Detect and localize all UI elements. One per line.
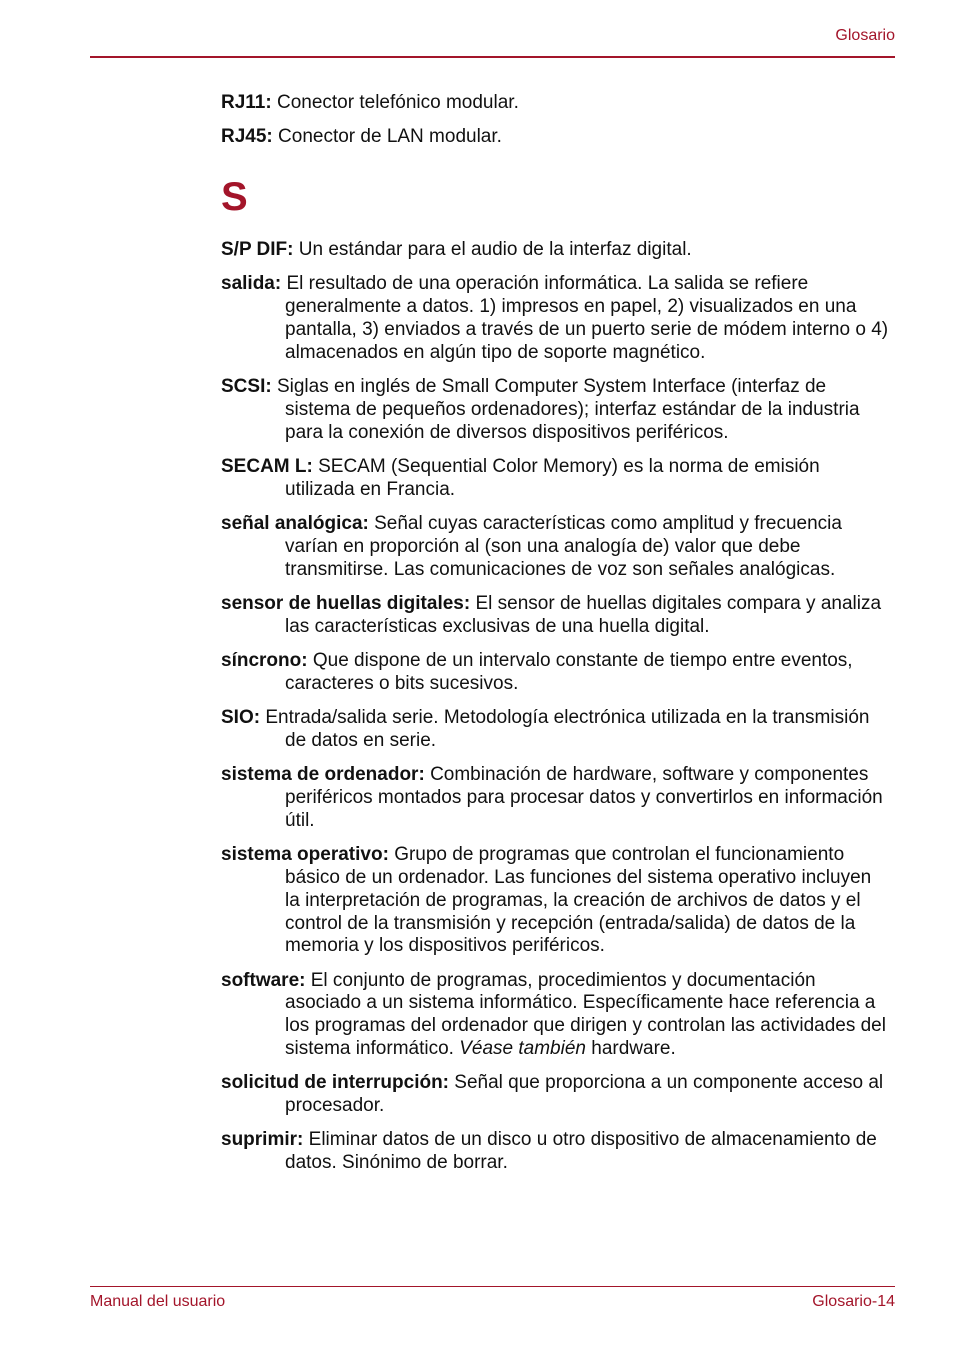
entry-definition: Siglas en inglés de Small Computer System Interface (interfaz de sistema de pequeños ordenadores); interfaz estándar de la industria para la conexión de diversos dispositivos periféricos. bbox=[276, 376, 860, 443]
glossary-entry bbox=[221, 970, 891, 1061]
glossary-entry bbox=[221, 376, 891, 444]
glossary-entry bbox=[221, 92, 891, 115]
see-also-term: hardware. bbox=[591, 1038, 676, 1059]
section-letter: S bbox=[221, 175, 248, 220]
entry-definition: El sensor de huellas digitales compara y analiza las características exclusivas de una huella digital. bbox=[285, 592, 882, 637]
page-footer bbox=[90, 1286, 895, 1310]
glossary-entry bbox=[221, 239, 891, 262]
entry-definition: Combinación de hardware, software y componentes periféricos montados para procesar datos y convertirlos en información útil. bbox=[285, 764, 883, 831]
entry-definition: Entrada/salida serie. Metodología electrónica utilizada en la transmisión de datos en serie. bbox=[265, 707, 870, 751]
entry-definition: Conector telefónico modular. bbox=[276, 92, 519, 113]
entry-term: S/P DIF: bbox=[221, 239, 294, 261]
glossary-entry bbox=[221, 513, 891, 581]
entry-term: suprimir: bbox=[221, 1129, 304, 1151]
entry-definition: Que dispone de un intervalo constante de tiempo entre eventos, caracteres o bits sucesivos. bbox=[285, 650, 853, 694]
entry-term: sensor de huellas digitales: bbox=[221, 592, 471, 614]
entry-term: RJ11: bbox=[221, 92, 272, 113]
entry-definition: El conjunto de programas, procedimientos y documentación asociado a un sistema informático. Específicamente hace referencia a los programas del ordenador que dirigen y controlan las actividades del sistema informático. bbox=[285, 969, 886, 1059]
entry-term: señal analógica: bbox=[221, 513, 369, 535]
entry-term: síncrono: bbox=[221, 650, 308, 672]
entry-definition: SECAM (Sequential Color Memory) es la norma de emisión utilizada en Francia. bbox=[285, 455, 820, 500]
footer-manual-title: Manual del usuario bbox=[90, 1293, 226, 1310]
glossary-entry bbox=[221, 456, 891, 502]
glossary-entry bbox=[221, 1072, 891, 1118]
entry-definition: Eliminar datos de un disco u otro dispositivo de almacenamiento de datos. Sinónimo de borrar. bbox=[285, 1129, 877, 1174]
footer-page-number: Glosario-14 bbox=[812, 1293, 895, 1310]
entry-term: SCSI: bbox=[221, 376, 272, 398]
entry-term: RJ45: bbox=[221, 126, 273, 148]
glossary-entry bbox=[221, 273, 891, 364]
glossary-entry bbox=[221, 707, 891, 753]
page-header bbox=[90, 0, 895, 58]
glossary-entry bbox=[221, 650, 891, 696]
glossary-entry bbox=[221, 764, 891, 832]
see-also-label: Véase también bbox=[459, 1038, 586, 1059]
entry-definition: Señal que proporciona a un componente acceso al procesador. bbox=[285, 1072, 884, 1117]
entry-term: software: bbox=[221, 969, 306, 991]
header-title: Glosario bbox=[835, 27, 895, 44]
entry-definition: Grupo de programas que controlan el funcionamiento básico de un ordenador. Las funciones del sistema operativo incluyen la interpretación de programas, la creación de archivos de datos y el control de la transmisión y recepción (entrada/salida) de datos de la memoria y los dispositivos periféricos. bbox=[285, 844, 872, 957]
entry-definition: Conector de LAN modular. bbox=[278, 126, 502, 148]
entry-term: SIO: bbox=[221, 707, 261, 729]
glossary-entry bbox=[221, 1129, 891, 1175]
entry-term: SECAM L: bbox=[221, 455, 313, 477]
glossary-entry bbox=[221, 844, 891, 958]
entry-definition: El resultado de una operación informática. La salida se refiere generalmente a datos. 1) impresos en papel, 2) visualizados en una pantalla, 3) enviados a través de un puerto serie de módem interno o 4) almacenados en algún tipo de soporte magnético. bbox=[285, 273, 889, 363]
glossary-content bbox=[221, 92, 891, 1186]
entry-term: sistema operativo: bbox=[221, 844, 389, 866]
entry-term: sistema de ordenador: bbox=[221, 764, 425, 786]
glossary-entry bbox=[221, 593, 891, 639]
entry-definition: Un estándar para el audio de la interfaz digital. bbox=[298, 239, 692, 261]
entry-term: solicitud de interrupción: bbox=[221, 1072, 450, 1094]
entry-term: salida: bbox=[221, 273, 282, 295]
entry-definition: Señal cuyas características como amplitud y frecuencia varían en proporción al (son una analogía de) valor que debe transmitirse. Las comunicaciones de voz son señales analógicas. bbox=[285, 513, 842, 580]
glossary-entry bbox=[221, 126, 891, 149]
